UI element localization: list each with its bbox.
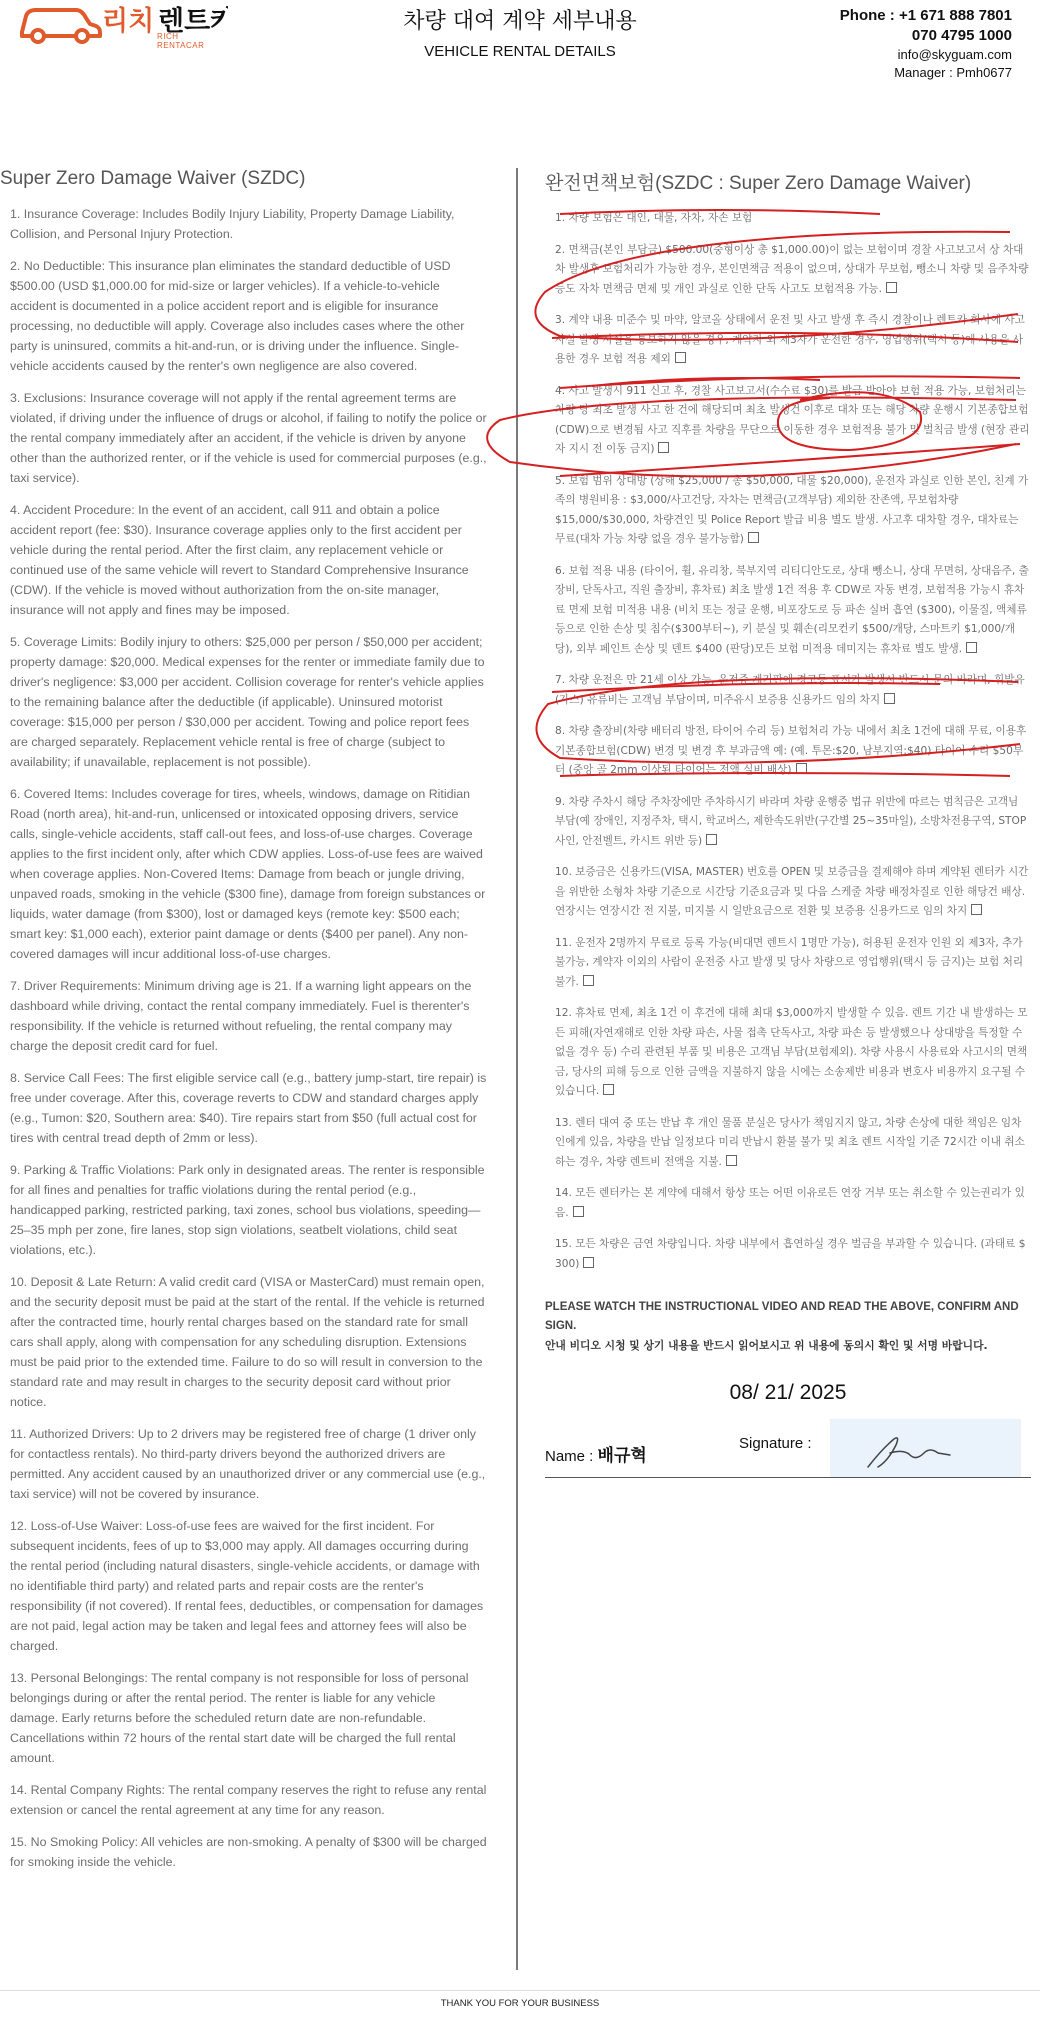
document-title — [320, 4, 720, 60]
term-item: 3. 계약 내용 미준수 및 마약, 알코올 상태에서 운전 및 사고 발생 후 즉시 경찰이나 렌트카 회사에 사고 사실 발생 사실을 통보하지 않을 경우, 계약자 외 제3자가 운전한 경우, 영업행위(택시 등)에 사용을 사용한 경우 보험 적용 제외 — [555, 314, 1025, 365]
term-item: 14. Rental Company Rights: The rental company reserves the right to refuse any rental extension or cancel the rental agreement at any time for any reason. — [10, 1783, 487, 1817]
term-item: 10. Deposit & Late Return: A valid credit card (VISA or MasterCard) must remain open, and the security deposit must be paid at the start of the rental. If the vehicle is returned after the contracted time, hourly rental charges based on the standard rate for small cars shall apply, along with compensation for any scheduling disruption. Extensions must be paid prior to the extended time. Failure to do so will result in conversion to the standard rate and may result in charges to the security deposit card without prior notice. — [10, 1275, 485, 1409]
term-item: 11. Authorized Drivers: Up to 2 drivers may be registered free of charge (1 driver only for contactless rentals). No third-party drivers beyond the authorized drivers are permitted. Any accident caused by an unauthorized driver or any commercial use (e.g., taxi service) will not be covered by insurance. — [10, 1427, 486, 1501]
checkbox-icon[interactable] — [748, 532, 759, 543]
korean-terms-column — [545, 168, 1031, 1483]
svg-text:리치: 리치 — [102, 6, 155, 37]
term-item: 9. 차량 주차시 해당 주차장에만 주차하시기 바라며 차량 운행중 법규 위반에 따르는 범칙금은 고객님 부담(예 장애인, 지정주차, 택시, 학교버스, 제한속도위반(구간별 25~35마일), 소방차전용구역, STOP사인, 안전벨트, 카시트 위반 등) — [555, 795, 1027, 847]
svg-text:렌트카: 렌트카 — [158, 6, 228, 37]
term-item: 7. 차량 운전은 만 21세 이상 가능, 운전중 계기판에 경고등 표시가 발생시 반드시 문의 바라며, 휘발유(가스) 유류비는 고객님 부담이며, 미주유시 보증용 신용카드 임의 차지 — [555, 674, 1025, 706]
checkbox-icon[interactable] — [796, 763, 807, 774]
confirm-notice — [545, 1298, 1031, 1355]
checkbox-icon[interactable] — [886, 282, 897, 293]
footer-divider — [0, 1990, 1040, 1991]
notice-english: PLEASE WATCH THE INSTRUCTIONAL VIDEO AND READ THE ABOVE, CONFIRM AND SIGN. — [545, 1301, 1019, 1332]
term-item: 12. Loss-of-Use Waiver: Loss-of-use fees are waived for the first incident. For subsequent incidents, fees of up to $3,000 may apply. All damages occurring during the rental period (including natural disasters, single-vehicle accidents, or damage with no identifiable third party) and related parts and repair costs are the renter's responsibility (if not covered). If rental fees, deductibles, or compensation for damages are not paid, legal action may be taken and legal fees and attorney fees will also be charged. — [10, 1519, 484, 1653]
name-value: 배규혁 — [597, 1446, 647, 1466]
term-item: 8. Service Call Fees: The first eligible service call (e.g., battery jump-start, tire repair) is free under coverage. After this, coverage reverts to CDW and standard charges apply (e.g., Tumon: $20, Southern area: $40). Tire repairs start from $50 (full actual cost for tires with central tread depth of 2mm or less). — [10, 1071, 487, 1145]
checkbox-icon[interactable] — [573, 1206, 584, 1217]
footer-text: THANK YOU FOR YOUR BUSINESS — [440, 1998, 600, 2009]
title-korean: 차량 대여 계약 세부내용 — [403, 9, 637, 34]
signing-date: 08/ 21/ 2025 — [729, 1381, 847, 1404]
checkbox-icon[interactable] — [675, 352, 686, 363]
signature-drawing — [830, 1419, 1021, 1477]
signature-row — [545, 1419, 1031, 1483]
term-item: 11. 운전자 2명까지 무료로 등록 가능(비대면 렌트시 1명만 가능), 허용된 운전자 인원 외 제3자, 추가 불가능, 계약자 이외의 사람이 운전중 사고 발생 및 당사 차량으로 영업행위(택시 등 금지)는 보험 처리 불가. — [555, 936, 1024, 988]
checkbox-icon[interactable] — [966, 642, 977, 653]
term-item: 6. 보험 적용 내용 (타이어, 휠, 유리창, 북부지역 리티디안도로, 상대 뺑소니, 상대 무면허, 상대음주, 출장비, 단독사고, 직원 출장비, 휴차료) 최초 발생 1건 적용 후 CDW로 자동 변경, 보험적용 가능시 휴차료 면제 보험 미적용 내용 (비치 또는 정글 운행, 비포장도로 등 파손 실버 흡연 ($300), 이물질, 액체류 등으로 인한 손상 및 침수($300부터~), 키 분실 및 훼손(리모컨키 $500/개당, 스마트키 $1,000/개당), 외부 페인트 손상 및 덴트 $400 (판당)모든 보험 미적용 데미지는 휴차료 별도 발생. — [555, 564, 1029, 655]
term-item: 1. Insurance Coverage: Includes Bodily Injury Liability, Property Damage Liability, Collision, and Personal Injury Protection. — [10, 207, 455, 241]
checkbox-icon[interactable] — [603, 1084, 614, 1095]
contact-email: info@skyguam.com — [897, 47, 1012, 62]
term-item: 15. No Smoking Policy: All vehicles are non-smoking. A penalty of $300 will be charged for smoking inside the vehicle. — [10, 1835, 487, 1869]
english-section-title: Super Zero Damage Waiver (SZDC) — [0, 168, 306, 189]
korean-section-title: 완전면책보험(SZDC : Super Zero Damage Waiver) — [545, 173, 972, 194]
title-english: VEHICLE RENTAL DETAILS — [424, 43, 616, 60]
notice-korean: 안내 비디오 시청 및 상기 내용을 반드시 읽어보시고 위 내용에 동의시 확인 및 서명 바랍니다. — [545, 1339, 988, 1352]
company-logo — [18, 2, 228, 50]
term-item: 13. Personal Belongings: The rental company is not responsible for loss of personal belongings during or after the rental period. The renter is liable for any vehicle damage. Early returns before the scheduled return date are non-refundable. Cancellations within 72 hours of the rental start date will be charged the full rental amount. — [10, 1671, 469, 1765]
checkbox-icon[interactable] — [971, 904, 982, 915]
term-item: 5. Coverage Limits: Bodily injury to others: $25,000 per person / $50,000 per accident; property damage: $20,000. Medical expenses for the renter or immediate family due to driver's negligence: $3,000 per accident. Collision coverage for renter's vehicle applies to the remaining balance after the deductible (if applicable). Uninsured motorist coverage: $15,000 per person / $30,000 per accident. Towing and police report fees are charged separately. Replacement vehicle rental is free of charge (subject to availability; if unavailable, replacement is not possible). — [10, 635, 485, 769]
logo-subtext: RICH RENTACAR — [157, 32, 205, 50]
checkbox-icon[interactable] — [706, 834, 717, 845]
term-item: 10. 보증금은 신용카드(VISA, MASTER) 번호를 OPEN 및 보증금을 결제해야 하며 계약된 렌터카 시간을 위반한 소형차 차량 기준으로 시간당 기준요금과 및 다음 스케줄 차량 배정차질로 인한 해당건 배상. 연장시는 연장시간 전 지불, 미지불 시 일반요금으로 전환 및 보증용 신용카드로 임의 차지 — [555, 866, 1029, 917]
phone-secondary: 070 4795 1000 — [911, 27, 1012, 44]
term-item: 2. No Deductible: This insurance plan eliminates the standard deductible of USD $500.00 (USD $1,000.00 for mid-size or larger vehicles). If a vehicle-to-vehicle accident is documented in a police accident report and is eligible for insurance processing, no deductible will apply. Coverage also includes cases where the other party is uninsured, commits a hit-and-run, or is driving under the influence. Single-vehicle accidents caused by the renter's own negligence are also covered. — [10, 259, 465, 373]
term-item: 15. 모든 차량은 금연 차량입니다. 차량 내부에서 흡연하실 경우 벌금을 부과할 수 있습니다. (과태료 $ 300) — [555, 1238, 1026, 1270]
phone-primary: Phone : +1 671 888 7801 — [839, 7, 1012, 24]
name-field — [545, 1441, 647, 1466]
term-item: 1. 차량 보험은 대인, 대물, 자차, 자손 보험 — [555, 212, 753, 224]
term-item: 4. 사고 발생시 911 신고 후, 경찰 사고보고서(수수료 $30)를 발급 받아야 보험 적용 가능, 보험처리는 차량 당 최초 발생 사고 한 건에 해당되며 최초 발생건 이후로 대차 또는 해당 차량 운행시 기본종합보험(CDW)으로 변경됨 사고 직후를 차량을 무단으로 이동한 경우 보험적용 불가 및 벌칙금 발생 (현장 관리자 지시 전 이동 금지) — [555, 384, 1030, 455]
checkbox-icon[interactable] — [583, 975, 594, 986]
checkbox-icon[interactable] — [726, 1155, 737, 1166]
column-divider — [516, 168, 518, 1970]
term-item: 14. 모든 렌터카는 본 계약에 대해서 항상 또는 어떤 이유로든 연장 거부 또는 취소할 수 있는권리가 있음. — [555, 1187, 1025, 1219]
signature-pad[interactable] — [830, 1419, 1021, 1477]
term-item: 5. 보험 범위 상대방 (상해 $25,000 / 총 $50,000, 대물 $20,000), 운전자 과실로 인한 본인, 친계 가족의 병원비용 : $3,000/사고건당, 자차는 면책금(고객부담) 제외한 잔존액, 무보험차량 $15,000/$30,000, 차량견인 및 Police Report 발급 비용 별도 발생. 사고후 대차할 경우, 대차료는 무료(대차 가능 차량 없을 경우 불가능함) — [555, 474, 1029, 545]
checkbox-icon[interactable] — [583, 1257, 594, 1268]
checkbox-icon[interactable] — [658, 442, 669, 453]
term-item: 7. Driver Requirements: Minimum driving age is 21. If a warning light appears on the dashboard while driving, contact the rental company immediately. Fuel is therenter's responsibility. If the vehicle is returned without refueling, the rental company may charge the deposit credit card for fuel. — [10, 979, 472, 1053]
term-item: 2. 면책금(본인 부담금) $500.00(중형이상 총 $1,000.00)이 없는 보험이며 경찰 사고보고서 상 차대차 발생후 보험처리가 가능한 경우, 본인면책금 적용이 없으며, 상대가 무보험, 뺑소니 차량 및 음주차량 등도 자차 면책금 면제 및 개인 과실로 인한 단독 사고도 보험적용 가능. — [555, 243, 1029, 295]
term-item: 8. 차량 출장비(차량 배터리 방전, 타이어 수리 등) 보험처리 가능 내에서 최초 1건에 대해 무료, 이용후 기본종합보험(CDW) 변경 및 변경 후 부과금액 예: (예. 투몬:$20, 남부지역:$40) 타이어 수리 $50부터 (중앙 골 2mm 이상된 타이어는 전액 실비 배상) — [555, 725, 1027, 776]
manager-contact: Manager : Pmh0677 — [894, 65, 1012, 80]
name-label: Name : — [545, 1448, 598, 1465]
contact-info — [840, 6, 1012, 82]
checkbox-icon[interactable] — [884, 693, 895, 704]
english-terms-column — [0, 168, 487, 1884]
term-item: 9. Parking & Traffic Violations: Park only in designated areas. The renter is responsible for all fines and penalties for traffic violations during the rental period (e.g., handicapped parking, restricted parking, taxi zones, school bus violations, speeding—25–35 mph per zone, fire lanes, stop sign violations, seatbelt violations, child seat violations, etc.). — [10, 1163, 485, 1257]
term-item: 13. 렌터 대여 중 또는 반납 후 개인 물품 분실은 당사가 책임지지 않고, 차량 손상에 대한 책임은 임차인에게 있음, 차량을 반납 일정보다 미리 반납시 환불 불가 및 최초 렌트 시작일 기준 72시간 이내 취소하는 경우, 차량 렌트비 전액을 지불. — [555, 1116, 1025, 1168]
signature-label: Signature : — [739, 1435, 812, 1452]
term-item: 12. 휴차료 면제, 최초 1건 이 후건에 대해 최대 $3,000까지 발생할 수 있음. 렌트 기간 내 발생하는 모든 피해(자연재해로 인한 차량 파손, 사물 접촉 단독사고, 차량 파손 등 발생했으나 상대방을 특정할 수 없을 경우 등) 수리 관련된 부품 및 비용은 고객님 부담(보험제외). 차량 사용시 사용료와 사고시의 면책금, 당사의 피해 등으로 인한 금액을 지불하지 않을 시에는 소송제반 비용과 변호사 비용까지 요구될 수 있습니다. — [555, 1007, 1028, 1097]
term-item: 3. Exclusions: Insurance coverage will not apply if the rental agreement terms are violated, if driving under the influence of drugs or alcohol, if failing to notify the police or the rental company immediately after an accident, if the vehicle is driven by anyone other than the authorized renter, or if the vehicle is used for commercial purposes (e.g., taxi service). — [10, 391, 487, 485]
signature-underline — [545, 1477, 1031, 1478]
term-item: 4. Accident Procedure: In the event of an accident, call 911 and obtain a police accident report (fee: $30). Insurance coverage applies only to the first accident per vehicle during the rental period. After the first claim, any replacement vehicle or continued use of the same vehicle will revert to Standard Comprehensive Insurance (CDW). If the vehicle is moved without authorization from the on-site manager, insurance will not apply and fines may be imposed. — [10, 503, 469, 617]
term-item: 6. Covered Items: Includes coverage for tires, wheels, windows, damage on Ritidian Road (north area), hit-and-run, unlicensed or intoxicated opposing drivers, service calls, single-vehicle accidents, staff call-out fees, and loss-of-use charges. Coverage applies to the first incident only, after which CDW applies. Loss-of-use fees are waived when coverage applies. Non-Covered Items: Damage from beach or jungle driving, unpaved roads, smoking in the vehicle ($300 fine), damage from foreign substances or liquids, water damage (from $300), lost or damaged keys (remote key: $500 each; smart key: $1,000 each), exterior paint damage or dents ($400 per panel). Any non-covered damages will incur additional loss-of-use charges. — [10, 787, 486, 961]
